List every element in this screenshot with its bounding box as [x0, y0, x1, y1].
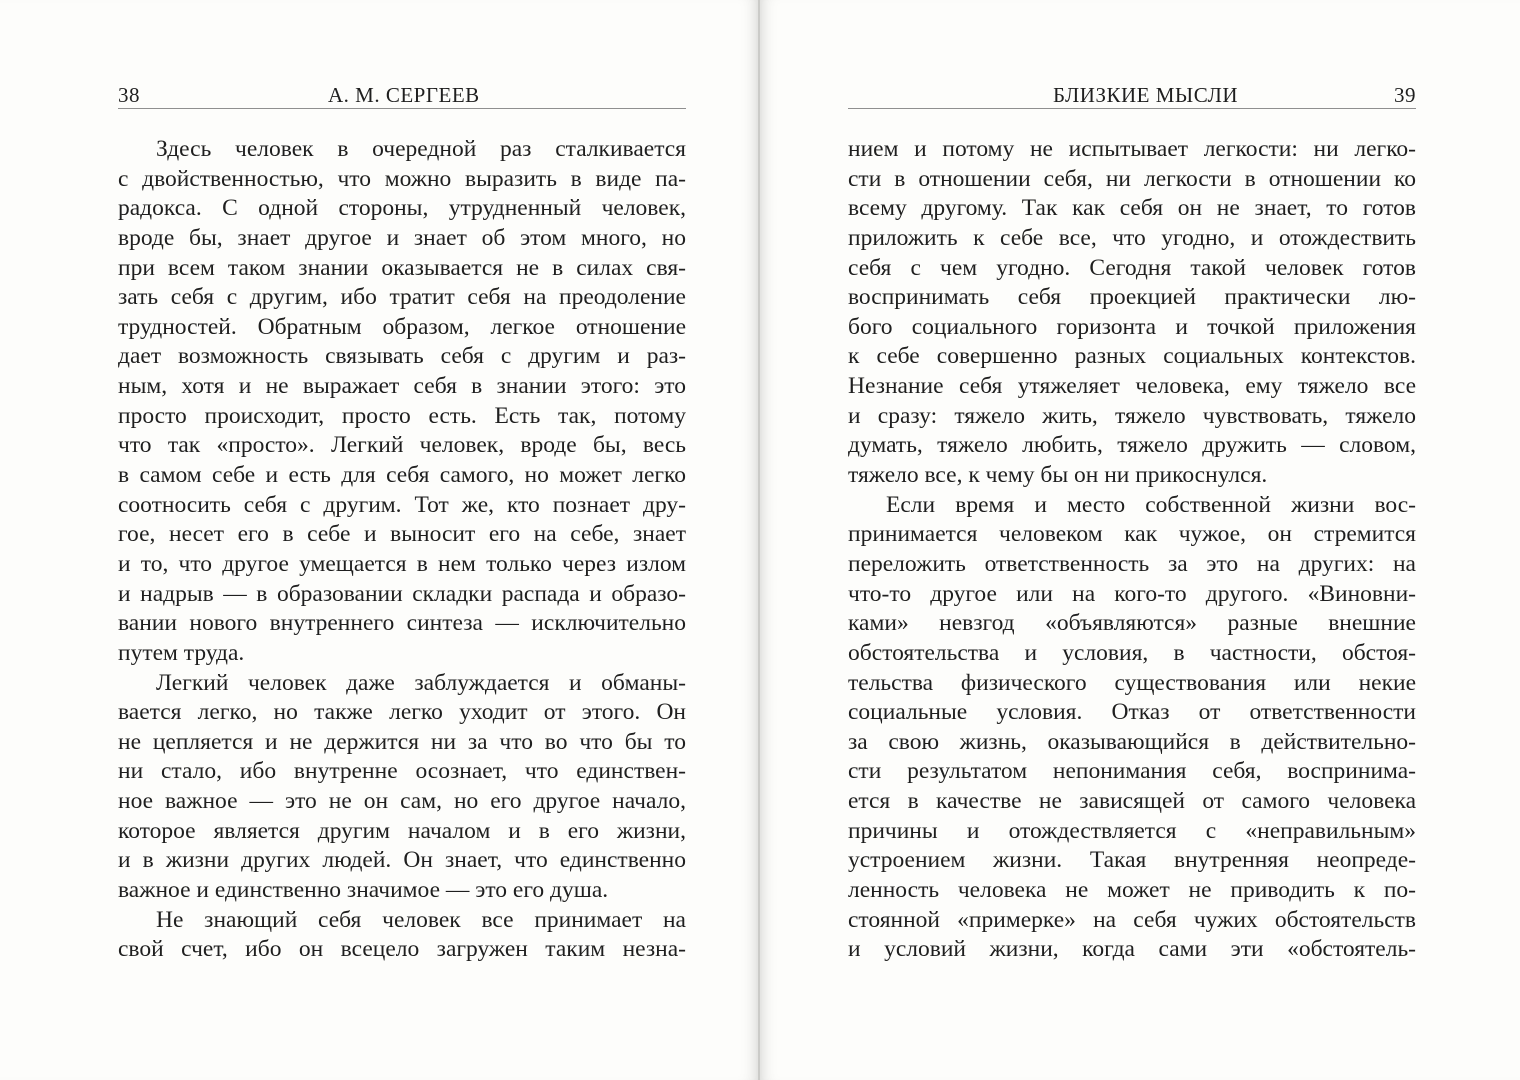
text-line: обстоятельства и условия, в частности, обстоя- — [848, 639, 1416, 666]
text-line: социальные условия. Отказ от ответственности — [848, 699, 1416, 726]
right-running-title: БЛИЗКИЕ МЫСЛИ — [1053, 83, 1239, 107]
left-running-head — [118, 80, 686, 110]
right-header-rule — [848, 108, 1416, 109]
text-line: ленность человека не может не приводить к по- — [848, 877, 1416, 904]
text-line: устроением жизни. Такая внутренняя неопреде- — [848, 847, 1416, 874]
text-line: что-то другое или на кого-то другого. «Виновни- — [848, 580, 1416, 607]
text-line: трудностей. Обратным образом, легкое отношение — [118, 313, 686, 340]
text-line: воспринимать себя проекцией практически лю- — [848, 284, 1416, 311]
text-line: Легкий человек даже заблуждается и обманы- — [156, 669, 686, 696]
text-line: приложить к себе все, что угодно, и отождествить — [848, 224, 1416, 251]
text-line: ется в качестве не зависящей от самого человека — [848, 788, 1416, 815]
text-line: переложить ответственность за это на других: на — [848, 550, 1416, 577]
right-page — [760, 0, 1520, 1080]
text-line: и надрыв — в образовании складки распада и образо- — [118, 580, 686, 607]
text-line: нием и потому не испытывает легкости: ни легко- — [848, 136, 1416, 162]
text-line: себя с чем угодно. Сегодня такой человек готов — [848, 254, 1416, 281]
right-running-head — [848, 80, 1416, 110]
text-line: ное важное — это не он сам, но его другое начало, — [118, 788, 686, 815]
text-line: думать, тяжело любить, тяжело дружить — словом, — [848, 432, 1416, 459]
text-line: которое является другим началом и в его жизни, — [118, 817, 686, 844]
text-line: радокса. С одной стороны, утрудненный человек, — [118, 195, 686, 222]
right-page-number: 39 — [1394, 83, 1416, 107]
right-body-text — [848, 135, 1416, 965]
text-line: сти результатом непонимания себя, воспринима- — [848, 758, 1416, 785]
text-line: Не знающий себя человек все принимает на — [156, 906, 686, 933]
text-line: ни стало, ибо внутренне осознает, что единствен- — [118, 758, 686, 785]
text-line: и условий жизни, когда сами эти «обстоятель- — [848, 936, 1416, 963]
text-line: и в жизни других людей. Он знает, что единственно — [118, 847, 686, 874]
text-line: тяжело все, к чему бы он ни прикоснулся. — [848, 462, 1268, 489]
text-line: вается легко, но также легко уходит от этого. Он — [118, 699, 686, 726]
text-line: Здесь человек в очередной раз сталкивается — [156, 136, 686, 162]
text-line: вании нового внутреннего синтеза — исключительно — [118, 610, 686, 637]
text-line: Если время и место собственной жизни вос- — [886, 491, 1416, 518]
text-line: тельства физического существования или некие — [848, 669, 1416, 696]
text-line: принимается человеком как чужое, он стремится — [848, 521, 1416, 548]
text-line: бого социального горизонта и точкой приложения — [848, 313, 1416, 340]
text-line: за свою жизнь, оказывающийся в действительно- — [848, 728, 1416, 755]
left-running-title: А. М. СЕРГЕЕВ — [328, 83, 480, 107]
text-line: сти в отношении себя, ни легкости в отношении ко — [848, 165, 1416, 192]
left-page — [0, 0, 758, 1080]
left-header-rule — [118, 108, 686, 109]
text-line: просто происходит, просто есть. Есть так, потому — [118, 402, 686, 429]
text-line: ками» невзгод «объявляются» разные внешние — [848, 610, 1416, 637]
text-line: зать себя с другим, ибо тратит себя на преодоление — [118, 284, 686, 311]
text-line: дает возможность связывать себя с другим и раз- — [118, 343, 686, 370]
text-line: ным, хотя и не выражает себя в знании этого: это — [118, 373, 686, 400]
text-line: с двойственностью, что можно выразить в виде па- — [118, 165, 686, 192]
text-line: не цепляется и не держится ни за что во что бы то — [118, 728, 686, 755]
text-line: вроде бы, знает другое и знает об этом много, но — [118, 224, 686, 251]
left-body-text — [118, 135, 686, 965]
text-line: всему другому. Так как себя он не знает, то готов — [848, 195, 1416, 222]
text-line: к себе совершенно разных социальных контекстов. — [848, 343, 1416, 370]
text-line: стоянной «примерке» на себя чужих обстоятельств — [848, 906, 1416, 933]
text-line: и сразу: тяжело жить, тяжело чувствовать, тяжело — [848, 402, 1416, 429]
text-line: свой счет, ибо он всецело загружен таким незна- — [118, 936, 686, 963]
text-line: при всем таком знании оказывается не в силах свя- — [118, 254, 686, 281]
text-line: соотносить себя с другим. Тот же, кто познает дру- — [118, 491, 686, 518]
text-line: причины и отождествляется с «неправильным» — [848, 817, 1416, 844]
left-page-number: 38 — [118, 83, 140, 107]
text-line: и то, что другое умещается в нем только через излом — [118, 550, 686, 577]
text-line: что так «просто». Легкий человек, вроде бы, весь — [118, 432, 686, 459]
text-line: путем труда. — [118, 639, 245, 666]
text-line: важное и единственно значимое — это его душа. — [118, 877, 609, 904]
text-line: Незнание себя утяжеляет человека, ему тяжело все — [848, 373, 1416, 400]
text-line: гое, несет его в себе и выносит его на себе, знает — [118, 521, 686, 548]
text-line: в самом себе и есть для себя самого, но может легко — [118, 462, 686, 489]
